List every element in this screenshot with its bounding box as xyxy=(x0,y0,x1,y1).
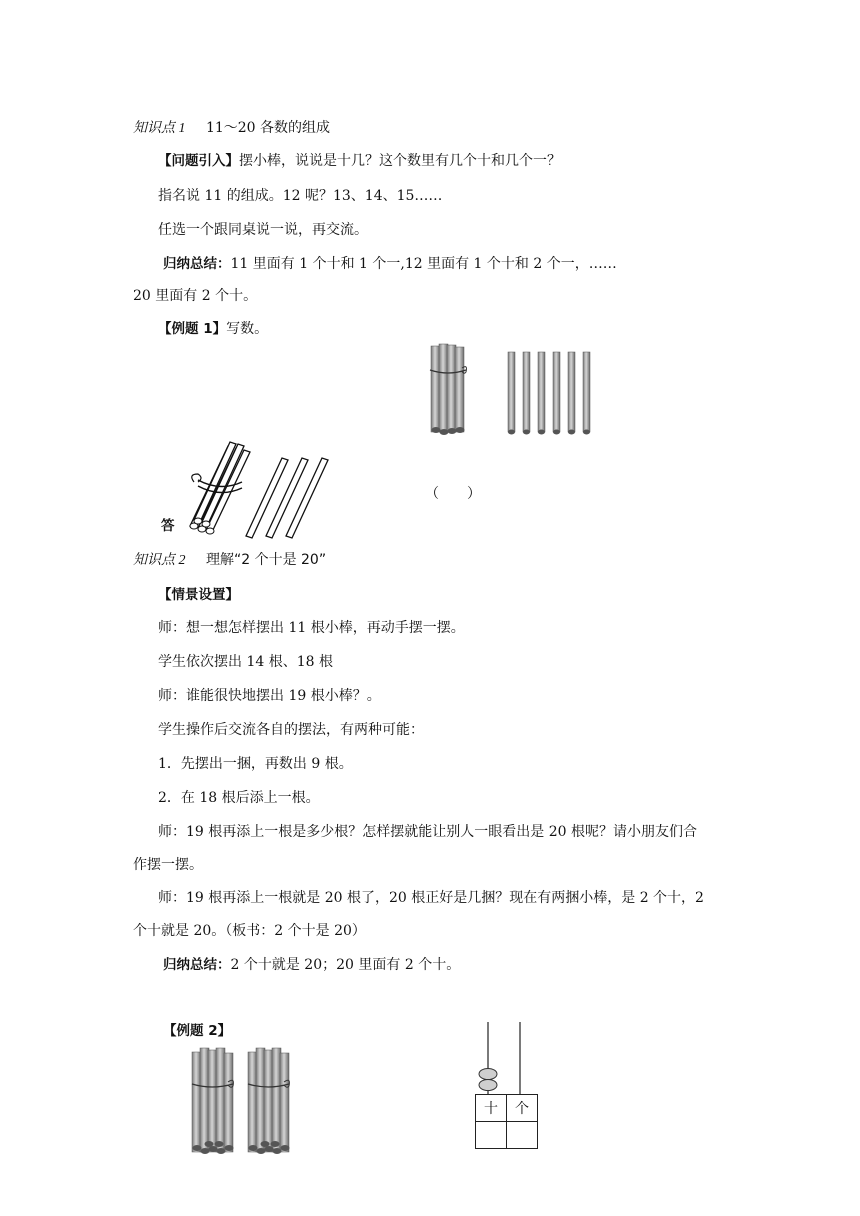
summary-label: 归纳总结： xyxy=(163,256,231,272)
kp2-line-3: 师：谁能很快地摆出 19 根小棒？。 xyxy=(158,688,381,704)
kp1-heading xyxy=(133,117,330,137)
kp2-label: 知识点 2 xyxy=(133,553,186,568)
summary-text: 11 里面有 1 个十和 1 个一,12 里面有 1 个十和 2 个一，…… xyxy=(230,256,617,272)
tens-header: 十 xyxy=(476,1095,507,1122)
kp2-para2-a: 师：19 根再添上一根就是 20 根了，20 根正好是几捆？现在有两捆小棒，是 2 个十，2 xyxy=(158,890,704,906)
kp2-line-2: 学生依次摆出 14 根、18 根 xyxy=(158,654,333,670)
place-value-grid xyxy=(475,1094,538,1149)
example2-label: 【例题 2】 xyxy=(163,1023,232,1039)
scene-label: 【情景设置】 xyxy=(158,587,239,603)
kp2-line-1: 师：想一想怎样摆出 11 根小棒，再动手摆一摆。 xyxy=(158,620,465,636)
single-sticks-image xyxy=(506,352,592,436)
kp2-para1-b: 作摆一摆。 xyxy=(133,857,203,873)
kp1-label: 知识点 1 xyxy=(133,121,186,136)
kp2-summary-label: 归纳总结： xyxy=(163,957,231,973)
kp2-line-5: 1．先摆出一捆，再数出 9 根。 xyxy=(158,756,353,772)
kp1-line2: 指名说 11 的组成。12 呢？13、14、15…… xyxy=(158,188,443,204)
kp2-line-6: 2．在 18 根后添上一根。 xyxy=(158,790,320,806)
tens-cell xyxy=(476,1122,507,1149)
example1-label: 【例题 1】 xyxy=(158,321,227,337)
kp2-summary-text: 2 个十就是 20；20 里面有 2 个十。 xyxy=(230,957,461,973)
kp2-title: 理解“2 个十是 20” xyxy=(205,552,327,568)
intro-text: 摆小棒，说说是十几？这个数里有几个十和几个一？ xyxy=(239,153,561,169)
example1 xyxy=(158,317,268,338)
kp2-line-4: 学生操作后交流各自的摆法，有两种可能： xyxy=(158,722,424,738)
ones-cell xyxy=(507,1122,538,1149)
kp2-heading xyxy=(133,549,326,569)
kp1-title: 11～20 各数的组成 xyxy=(205,120,331,136)
ones-header: 个 xyxy=(507,1095,538,1122)
intro-label: 【问题引入】 xyxy=(158,153,239,169)
kp2-para2-b: 个十就是 20。（板书：2 个十是 20） xyxy=(133,923,366,939)
two-stick-bundles-image xyxy=(190,1048,300,1158)
abacus-image xyxy=(470,1022,550,1094)
kp1-line3: 任选一个跟同桌说一说，再交流。 xyxy=(158,222,368,238)
answer-label: 答 xyxy=(161,514,179,534)
example1-text: 写数。 xyxy=(226,321,269,337)
kp1-summary xyxy=(163,252,617,273)
answer-blank: （ ） xyxy=(425,486,481,502)
kp2-summary xyxy=(163,953,460,974)
kp1-intro xyxy=(158,149,561,170)
kp1-summary-cont: 20 里面有 2 个十。 xyxy=(133,288,258,304)
stick-bundle-image xyxy=(428,344,468,436)
line-drawn-sticks-image xyxy=(180,440,330,540)
kp2-para1-a: 师：19 根再添上一根是多少根？怎样摆就能让别人一眼看出是 20 根呢？请小朋友们合 xyxy=(158,824,697,840)
